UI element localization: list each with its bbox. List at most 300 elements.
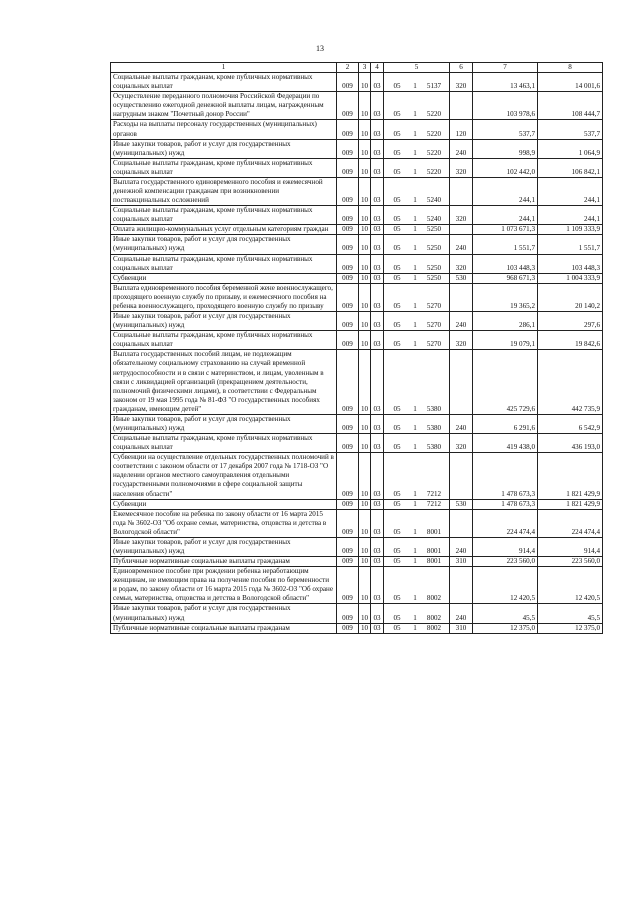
target-article-part: 05	[393, 82, 401, 91]
ministry-code-cell: 009	[337, 604, 359, 623]
target-article-part: 05	[393, 225, 401, 234]
target-article-cell	[384, 604, 450, 623]
subsection-code-cell: 03	[371, 273, 384, 283]
amount-year1-cell: 1 478 673,3	[473, 499, 538, 509]
amount-year2-cell: 223 560,0	[538, 557, 603, 567]
section-code-cell: 10	[359, 92, 371, 120]
subsection-code-cell: 03	[371, 158, 384, 177]
expense-type-cell: 240	[450, 235, 473, 254]
amount-year2-cell: 19 842,6	[538, 331, 603, 350]
row-name-cell: Социальные выплаты гражданам, кроме публичных нормативных социальных выплат	[111, 254, 337, 273]
ministry-code-cell: 009	[337, 623, 359, 633]
subsection-code-cell: 03	[371, 73, 384, 92]
amount-year2-cell: 244,1	[538, 206, 603, 225]
target-article-part: 5250	[426, 244, 442, 253]
row-name-cell: Выплата государственных пособий лицам, не подлежащим обязательному социальному страхованию на случай временной нетрудоспособности и в связи с материнством, и лицам, уволенным в связи с ликвидацией организаций (прекращением деятельности, полномочий физическими лицами), в соответствии с Федеральным законом от 19 мая 1995 года № 81-ФЗ "О государственных пособиях гражданам, имеющим детей"	[111, 350, 337, 415]
section-code-cell: 10	[359, 434, 371, 453]
section-code-cell: 10	[359, 623, 371, 633]
subsection-code-cell: 03	[371, 139, 384, 158]
subsection-code-cell: 03	[371, 567, 384, 604]
target-article-part: 1	[413, 225, 417, 234]
amount-year1-cell: 537,7	[473, 120, 538, 139]
expense-type-cell: 240	[450, 139, 473, 158]
ministry-code-cell: 009	[337, 177, 359, 205]
target-article-part: 05	[393, 196, 401, 205]
target-article-part: 1	[413, 321, 417, 330]
target-article-part: 1	[413, 340, 417, 349]
header-cell: 2	[337, 63, 359, 73]
amount-year1-cell: 102 442,0	[473, 158, 538, 177]
target-article-part: 1	[413, 594, 417, 603]
target-article-part: 1	[413, 546, 417, 555]
header-cell: 5	[384, 63, 450, 73]
row-name-cell: Публичные нормативные социальные выплаты гражданам	[111, 623, 337, 633]
target-article-part: 7212	[426, 499, 442, 508]
header-cell: 3	[359, 63, 371, 73]
table-header-row	[111, 63, 603, 73]
amount-year2-cell: 297,6	[538, 312, 603, 331]
subsection-code-cell: 03	[371, 509, 384, 537]
ministry-code-cell: 009	[337, 73, 359, 92]
target-article-part: 05	[393, 321, 401, 330]
row-name-cell: Иные закупки товаров, работ и услуг для государственных (муниципальных) нужд	[111, 139, 337, 158]
section-code-cell: 10	[359, 139, 371, 158]
target-article-cell	[384, 453, 450, 499]
amount-year1-cell: 224 474,4	[473, 509, 538, 537]
section-code-cell: 10	[359, 350, 371, 415]
expense-type-cell	[450, 92, 473, 120]
table-row	[111, 604, 603, 623]
target-article-cell	[384, 537, 450, 556]
target-article-part: 1	[413, 110, 417, 119]
subsection-code-cell: 03	[371, 604, 384, 623]
row-name-cell: Ежемесячное пособие на ребенка по закону области от 16 марта 2015 года № 3602-ОЗ "Об охране семьи, материнства, отцовства и детства в Вологодской области"	[111, 509, 337, 537]
section-code-cell: 10	[359, 312, 371, 331]
target-article-part: 1	[413, 82, 417, 91]
amount-year1-cell: 914,4	[473, 537, 538, 556]
row-name-cell: Иные закупки товаров, работ и услуг для государственных (муниципальных) нужд	[111, 604, 337, 623]
row-name-cell: Единовременное пособие при рождении ребенка неработающим женщинам, не имеющим права на получение пособия по беременности и родам, по закону области от 16 марта 2015 года № 3602-ОЗ "Об охране семьи, материнства, отцовства и детства в Вологодской области"	[111, 567, 337, 604]
amount-year1-cell: 19 079,1	[473, 331, 538, 350]
target-article-cell	[384, 557, 450, 567]
expense-type-cell: 320	[450, 434, 473, 453]
ministry-code-cell: 009	[337, 331, 359, 350]
target-article-part: 8002	[426, 623, 442, 632]
target-article-part: 1	[413, 499, 417, 508]
row-name-cell: Субвенции на осуществление отдельных государственных полномочий в соответствии с законом области от 17 декабря 2007 года № 1718-ОЗ "О наделении органов местного самоуправления отдельными государственными полномочиями в сфере социальной защиты населения области"	[111, 453, 337, 499]
expense-type-cell: 310	[450, 557, 473, 567]
section-code-cell: 10	[359, 235, 371, 254]
row-name-cell: Иные закупки товаров, работ и услуг для государственных (муниципальных) нужд	[111, 312, 337, 331]
amount-year2-cell: 1 004 333,9	[538, 273, 603, 283]
target-article-part: 05	[393, 613, 401, 622]
ministry-code-cell: 009	[337, 537, 359, 556]
row-name-cell: Социальные выплаты гражданам, кроме публичных нормативных социальных выплат	[111, 206, 337, 225]
table-row	[111, 283, 603, 311]
section-code-cell: 10	[359, 73, 371, 92]
row-name-cell: Выплата единовременного пособия беременной жене военнослужащего, проходящего военную службу по призыву, и ежемесячного пособия на ребенка военнослужащего, проходящего военную службу по призыву	[111, 283, 337, 311]
row-name-cell: Расходы на выплаты персоналу государственных (муниципальных) органов	[111, 120, 337, 139]
expense-type-cell: 320	[450, 206, 473, 225]
expense-type-cell	[450, 453, 473, 499]
amount-year2-cell: 537,7	[538, 120, 603, 139]
target-article-part: 05	[393, 263, 401, 272]
amount-year1-cell: 45,5	[473, 604, 538, 623]
target-article-part: 05	[393, 129, 401, 138]
expense-type-cell	[450, 177, 473, 205]
row-name-cell: Выплата государственного единовременного пособия и ежемесячной денежной компенсации гражданам при возникновении поствакцинальных осложнений	[111, 177, 337, 205]
amount-year2-cell: 442 735,9	[538, 350, 603, 415]
target-article-part: 1	[413, 557, 417, 566]
row-name-cell: Иные закупки товаров, работ и услуг для государственных (муниципальных) нужд	[111, 414, 337, 433]
target-article-part: 8001	[426, 557, 442, 566]
table-row	[111, 92, 603, 120]
amount-year2-cell: 45,5	[538, 604, 603, 623]
target-article-part: 05	[393, 148, 401, 157]
target-article-part: 05	[393, 594, 401, 603]
target-article-part: 5240	[426, 196, 442, 205]
ministry-code-cell: 009	[337, 225, 359, 235]
target-article-part: 1	[413, 148, 417, 157]
target-article-part: 1	[413, 489, 417, 498]
subsection-code-cell: 03	[371, 434, 384, 453]
target-article-part: 05	[393, 404, 401, 413]
target-article-part: 05	[393, 167, 401, 176]
subsection-code-cell: 03	[371, 283, 384, 311]
target-article-cell	[384, 623, 450, 633]
expense-type-cell: 240	[450, 604, 473, 623]
target-article-cell	[384, 331, 450, 350]
target-article-part: 05	[393, 499, 401, 508]
amount-year2-cell: 1 821 429,9	[538, 499, 603, 509]
section-code-cell: 10	[359, 499, 371, 509]
amount-year2-cell: 244,1	[538, 177, 603, 205]
header-cell: 7	[473, 63, 538, 73]
expense-type-cell: 530	[450, 273, 473, 283]
target-article-part: 1	[413, 423, 417, 432]
target-article-part: 1	[413, 623, 417, 632]
target-article-part: 5270	[426, 340, 442, 349]
ministry-code-cell: 009	[337, 414, 359, 433]
target-article-part: 1	[413, 613, 417, 622]
amount-year2-cell: 14 001,6	[538, 73, 603, 92]
section-code-cell: 10	[359, 158, 371, 177]
amount-year2-cell: 914,4	[538, 537, 603, 556]
target-article-cell	[384, 283, 450, 311]
target-article-part: 05	[393, 273, 401, 282]
amount-year1-cell: 223 560,0	[473, 557, 538, 567]
target-article-cell	[384, 312, 450, 331]
table-row	[111, 254, 603, 273]
expense-type-cell	[450, 509, 473, 537]
target-article-part: 8001	[426, 546, 442, 555]
amount-year2-cell: 12 420,5	[538, 567, 603, 604]
expense-type-cell: 320	[450, 73, 473, 92]
expense-type-cell	[450, 350, 473, 415]
amount-year2-cell: 106 842,1	[538, 158, 603, 177]
section-code-cell: 10	[359, 177, 371, 205]
amount-year2-cell: 224 474,4	[538, 509, 603, 537]
target-article-cell	[384, 177, 450, 205]
section-code-cell: 10	[359, 557, 371, 567]
table-row	[111, 557, 603, 567]
table-row	[111, 206, 603, 225]
subsection-code-cell: 03	[371, 623, 384, 633]
table-row	[111, 158, 603, 177]
expense-type-cell: 530	[450, 499, 473, 509]
subsection-code-cell: 03	[371, 331, 384, 350]
target-article-part: 8002	[426, 613, 442, 622]
target-article-part: 5250	[426, 273, 442, 282]
row-name-cell: Субвенции	[111, 273, 337, 283]
target-article-part: 1	[413, 196, 417, 205]
amount-year1-cell: 244,1	[473, 206, 538, 225]
amount-year1-cell: 13 463,1	[473, 73, 538, 92]
ministry-code-cell: 009	[337, 120, 359, 139]
target-article-part: 8002	[426, 594, 442, 603]
target-article-cell	[384, 139, 450, 158]
table-row	[111, 623, 603, 633]
target-article-part: 05	[393, 423, 401, 432]
target-article-cell	[384, 206, 450, 225]
target-article-cell	[384, 73, 450, 92]
row-name-cell: Публичные нормативные социальные выплаты гражданам	[111, 557, 337, 567]
ministry-code-cell: 009	[337, 283, 359, 311]
target-article-part: 5380	[426, 443, 442, 452]
target-article-part: 05	[393, 215, 401, 224]
ministry-code-cell: 009	[337, 567, 359, 604]
amount-year2-cell: 20 140,2	[538, 283, 603, 311]
budget-table	[110, 62, 603, 634]
header-cell: 6	[450, 63, 473, 73]
ministry-code-cell: 009	[337, 499, 359, 509]
row-name-cell: Субвенции	[111, 499, 337, 509]
subsection-code-cell: 03	[371, 225, 384, 235]
table-row	[111, 414, 603, 433]
target-article-cell	[384, 567, 450, 604]
amount-year1-cell: 425 729,6	[473, 350, 538, 415]
target-article-part: 1	[413, 301, 417, 310]
header-cell: 4	[371, 63, 384, 73]
target-article-part: 5220	[426, 148, 442, 157]
amount-year1-cell: 1 478 673,3	[473, 453, 538, 499]
section-code-cell: 10	[359, 120, 371, 139]
amount-year1-cell: 12 420,5	[473, 567, 538, 604]
target-article-part: 5250	[426, 263, 442, 272]
subsection-code-cell: 03	[371, 312, 384, 331]
target-article-part: 05	[393, 546, 401, 555]
amount-year1-cell: 1 073 671,3	[473, 225, 538, 235]
expense-type-cell: 120	[450, 120, 473, 139]
expense-type-cell: 240	[450, 312, 473, 331]
target-article-part: 5380	[426, 423, 442, 432]
target-article-part: 05	[393, 244, 401, 253]
amount-year2-cell: 1 109 333,9	[538, 225, 603, 235]
target-article-part: 7212	[426, 489, 442, 498]
amount-year2-cell: 436 193,0	[538, 434, 603, 453]
table-row	[111, 177, 603, 205]
target-article-part: 05	[393, 557, 401, 566]
subsection-code-cell: 03	[371, 235, 384, 254]
target-article-part: 05	[393, 340, 401, 349]
amount-year1-cell: 419 438,0	[473, 434, 538, 453]
subsection-code-cell: 03	[371, 350, 384, 415]
target-article-part: 1	[413, 129, 417, 138]
target-article-part: 5380	[426, 404, 442, 413]
target-article-part: 5250	[426, 225, 442, 234]
table-row	[111, 235, 603, 254]
expense-type-cell	[450, 567, 473, 604]
ministry-code-cell: 009	[337, 273, 359, 283]
target-article-part: 5220	[426, 110, 442, 119]
target-article-cell	[384, 235, 450, 254]
target-article-part: 1	[413, 167, 417, 176]
target-article-cell	[384, 225, 450, 235]
target-article-cell	[384, 509, 450, 537]
expense-type-cell: 240	[450, 537, 473, 556]
expense-type-cell: 310	[450, 623, 473, 633]
section-code-cell: 10	[359, 604, 371, 623]
section-code-cell: 10	[359, 206, 371, 225]
section-code-cell: 10	[359, 414, 371, 433]
target-article-part: 1	[413, 443, 417, 452]
target-article-part: 1	[413, 404, 417, 413]
target-article-part: 05	[393, 110, 401, 119]
target-article-cell	[384, 92, 450, 120]
table-row	[111, 73, 603, 92]
ministry-code-cell: 009	[337, 312, 359, 331]
table-row	[111, 331, 603, 350]
amount-year2-cell: 6 542,9	[538, 414, 603, 433]
amount-year1-cell: 6 291,6	[473, 414, 538, 433]
target-article-part: 8001	[426, 527, 442, 536]
section-code-cell: 10	[359, 453, 371, 499]
subsection-code-cell: 03	[371, 499, 384, 509]
section-code-cell: 10	[359, 283, 371, 311]
section-code-cell: 10	[359, 567, 371, 604]
subsection-code-cell: 03	[371, 254, 384, 273]
amount-year1-cell: 286,1	[473, 312, 538, 331]
amount-year2-cell: 103 448,3	[538, 254, 603, 273]
amount-year1-cell: 998,9	[473, 139, 538, 158]
amount-year2-cell: 108 444,7	[538, 92, 603, 120]
ministry-code-cell: 009	[337, 235, 359, 254]
section-code-cell: 10	[359, 225, 371, 235]
ministry-code-cell: 009	[337, 453, 359, 499]
target-article-cell	[384, 434, 450, 453]
table-row	[111, 139, 603, 158]
expense-type-cell: 320	[450, 331, 473, 350]
amount-year2-cell: 1 551,7	[538, 235, 603, 254]
target-article-cell	[384, 414, 450, 433]
section-code-cell: 10	[359, 254, 371, 273]
section-code-cell: 10	[359, 331, 371, 350]
expense-type-cell	[450, 225, 473, 235]
target-article-part: 1	[413, 527, 417, 536]
ministry-code-cell: 009	[337, 350, 359, 415]
row-name-cell: Социальные выплаты гражданам, кроме публичных нормативных социальных выплат	[111, 158, 337, 177]
amount-year2-cell: 1 821 429,9	[538, 453, 603, 499]
amount-year1-cell: 12 375,0	[473, 623, 538, 633]
expense-type-cell: 240	[450, 414, 473, 433]
table-row	[111, 434, 603, 453]
target-article-part: 5270	[426, 321, 442, 330]
section-code-cell: 10	[359, 537, 371, 556]
amount-year1-cell: 1 551,7	[473, 235, 538, 254]
table-row	[111, 120, 603, 139]
amount-year1-cell: 103 448,3	[473, 254, 538, 273]
ministry-code-cell: 009	[337, 434, 359, 453]
subsection-code-cell: 03	[371, 453, 384, 499]
header-cell: 8	[538, 63, 603, 73]
header-cell: 1	[111, 63, 337, 73]
target-article-part: 05	[393, 489, 401, 498]
ministry-code-cell: 009	[337, 139, 359, 158]
target-article-part: 05	[393, 623, 401, 632]
page-number: 13	[316, 44, 324, 53]
table-row	[111, 312, 603, 331]
table-row	[111, 350, 603, 415]
target-article-part: 5220	[426, 129, 442, 138]
row-name-cell: Осуществление переданного полномочия Российской Федерации по осуществлению ежегодной денежной выплаты лицам, награжденным нагрудным знаком "Почетный донор России"	[111, 92, 337, 120]
section-code-cell: 10	[359, 509, 371, 537]
ministry-code-cell: 009	[337, 206, 359, 225]
table-row	[111, 453, 603, 499]
expense-type-cell: 320	[450, 158, 473, 177]
target-article-cell	[384, 350, 450, 415]
row-name-cell: Иные закупки товаров, работ и услуг для государственных (муниципальных) нужд	[111, 537, 337, 556]
target-article-cell	[384, 273, 450, 283]
section-code-cell: 10	[359, 273, 371, 283]
table-row	[111, 225, 603, 235]
ministry-code-cell: 009	[337, 92, 359, 120]
target-article-part: 5270	[426, 301, 442, 310]
subsection-code-cell: 03	[371, 120, 384, 139]
table-row	[111, 537, 603, 556]
subsection-code-cell: 03	[371, 92, 384, 120]
amount-year1-cell: 244,1	[473, 177, 538, 205]
target-article-part: 05	[393, 527, 401, 536]
table-row	[111, 567, 603, 604]
row-name-cell: Оплата жилищно-коммунальных услуг отдельным категориям граждан	[111, 225, 337, 235]
target-article-cell	[384, 158, 450, 177]
amount-year1-cell: 103 978,6	[473, 92, 538, 120]
amount-year2-cell: 12 375,0	[538, 623, 603, 633]
target-article-cell	[384, 254, 450, 273]
subsection-code-cell: 03	[371, 537, 384, 556]
row-name-cell: Социальные выплаты гражданам, кроме публичных нормативных социальных выплат	[111, 331, 337, 350]
table-row	[111, 273, 603, 283]
amount-year1-cell: 968 671,3	[473, 273, 538, 283]
subsection-code-cell: 03	[371, 414, 384, 433]
target-article-cell	[384, 120, 450, 139]
subsection-code-cell: 03	[371, 177, 384, 205]
row-name-cell: Социальные выплаты гражданам, кроме публичных нормативных социальных выплат	[111, 434, 337, 453]
target-article-part: 5220	[426, 167, 442, 176]
row-name-cell: Социальные выплаты гражданам, кроме публичных нормативных социальных выплат	[111, 73, 337, 92]
target-article-part: 1	[413, 263, 417, 272]
expense-type-cell	[450, 283, 473, 311]
target-article-cell	[384, 499, 450, 509]
ministry-code-cell: 009	[337, 509, 359, 537]
table-row	[111, 509, 603, 537]
target-article-part: 5240	[426, 215, 442, 224]
subsection-code-cell: 03	[371, 557, 384, 567]
row-name-cell: Иные закупки товаров, работ и услуг для государственных (муниципальных) нужд	[111, 235, 337, 254]
amount-year1-cell: 19 365,2	[473, 283, 538, 311]
amount-year2-cell: 1 064,9	[538, 139, 603, 158]
target-article-part: 1	[413, 215, 417, 224]
